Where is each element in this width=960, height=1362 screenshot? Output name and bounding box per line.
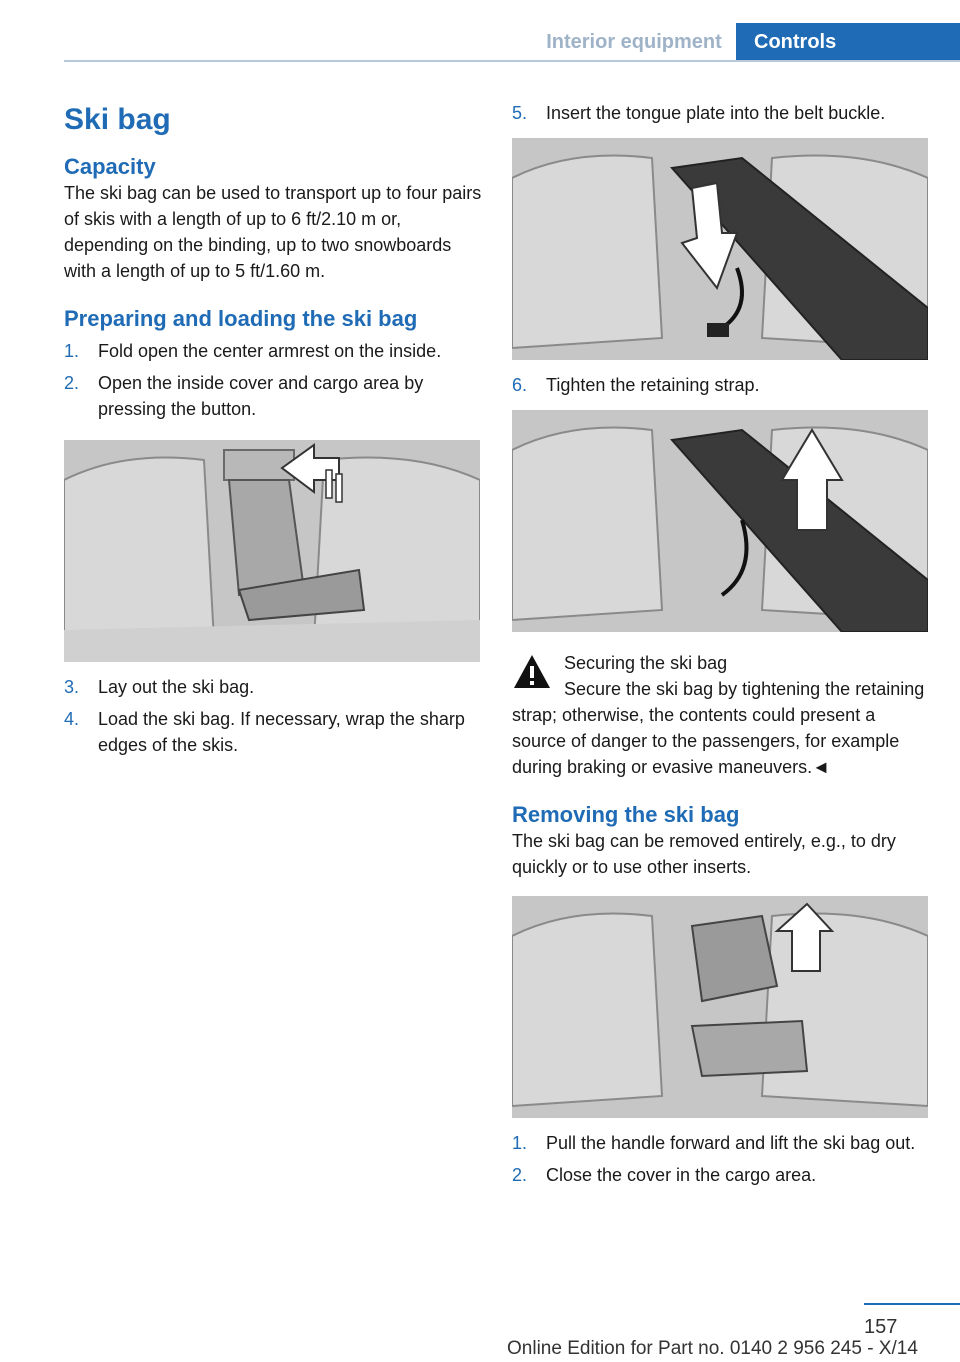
step-text: Open the inside cover and cargo area by pressing the button. bbox=[98, 373, 424, 419]
step-text: Insert the tongue plate into the belt buckle. bbox=[546, 103, 886, 123]
figure-remove-bag bbox=[512, 896, 928, 1118]
step-text: Tighten the retaining strap. bbox=[546, 375, 760, 395]
capacity-text: The ski bag can be used to transport up to four pairs of skis with a length of up to 6 ft/2.10 m or, depending on the binding, up to two snowboards with a length of up to 5 ft/1.60 m. bbox=[64, 183, 482, 281]
step-number: 5. bbox=[512, 103, 528, 123]
capacity-heading: Capacity bbox=[64, 154, 156, 179]
prep-steps-a bbox=[64, 338, 482, 422]
step-number: 1. bbox=[64, 341, 80, 361]
header-rule bbox=[64, 60, 960, 62]
list-item bbox=[64, 706, 482, 758]
warning-triangle-icon bbox=[512, 652, 552, 692]
list-item bbox=[512, 1130, 930, 1156]
step-text: Lay out the ski bag. bbox=[98, 677, 255, 697]
figure-tongue-plate bbox=[512, 138, 928, 360]
step-text: Close the cover in the cargo area. bbox=[546, 1165, 817, 1185]
step-text: Load the ski bag. If necessary, wrap the sharp edges of the skis. bbox=[98, 709, 465, 755]
warning-text: Secure the ski bag by tightening the retaining strap; otherwise, the contents could present a source of danger to the passengers, for example during braking or evasive maneuvers.◄ bbox=[512, 679, 925, 777]
removing-text: The ski bag can be removed entirely, e.g., to dry quickly or to use other inserts. bbox=[512, 831, 896, 877]
list-item bbox=[512, 372, 930, 398]
figure-retaining-strap bbox=[512, 410, 928, 632]
steps-5 bbox=[512, 100, 930, 126]
page-number: 157 bbox=[864, 1316, 898, 1338]
header-chapter-tab: Controls bbox=[736, 23, 960, 62]
step-number: 2. bbox=[512, 1165, 528, 1185]
step-number: 2. bbox=[64, 373, 80, 393]
warning-box bbox=[512, 650, 930, 780]
removing-heading: Removing the ski bag bbox=[512, 802, 740, 827]
steps-6 bbox=[512, 372, 930, 398]
prep-steps-b bbox=[64, 674, 482, 758]
step-number: 6. bbox=[512, 375, 528, 395]
prep-heading: Preparing and loading the ski bag bbox=[64, 306, 418, 331]
step-number: 4. bbox=[64, 709, 80, 729]
left-column bbox=[64, 100, 482, 764]
header-section-tab: Interior equipment bbox=[546, 31, 722, 53]
right-column bbox=[512, 100, 930, 1194]
warning-title: Securing the ski bag bbox=[564, 653, 728, 673]
page-title: Ski bag bbox=[64, 103, 171, 136]
figure-armrest-open bbox=[64, 440, 480, 662]
list-item bbox=[512, 1162, 930, 1188]
list-item bbox=[64, 338, 482, 364]
list-item bbox=[64, 370, 482, 422]
step-number: 3. bbox=[64, 677, 80, 697]
step-number: 1. bbox=[512, 1133, 528, 1153]
removing-steps bbox=[512, 1130, 930, 1188]
edition-note: Online Edition for Part no. 0140 2 956 245 - X/14 bbox=[507, 1338, 918, 1359]
step-text: Pull the handle forward and lift the ski bag out. bbox=[546, 1133, 916, 1153]
footer-rule bbox=[864, 1303, 960, 1305]
list-item bbox=[512, 100, 930, 126]
step-text: Fold open the center armrest on the inside. bbox=[98, 341, 442, 361]
list-item bbox=[64, 674, 482, 700]
